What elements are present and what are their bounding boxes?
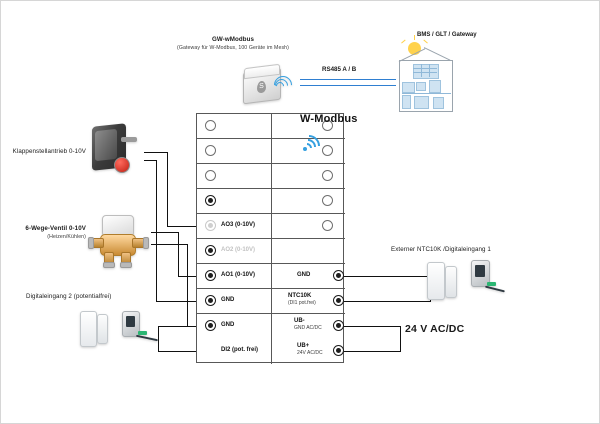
actuator-shaft — [121, 137, 137, 142]
terminal-pin-right-4[interactable] — [322, 195, 333, 206]
ntc-probe-tip — [487, 282, 496, 286]
gateway-title: GW-wModbus — [211, 36, 255, 43]
terminal-label-ub-minus — [294, 318, 322, 332]
ub-minus-sub: GND AC/DC — [294, 325, 322, 331]
terminal-pin-left-3[interactable] — [205, 170, 216, 181]
six-way-valve-label — [6, 225, 86, 241]
terminal-pin-di2[interactable] — [205, 320, 216, 331]
terminal-row — [197, 239, 345, 264]
terminal-pin-ub-plus[interactable] — [333, 345, 344, 356]
terminal-pin-ao3[interactable] — [205, 195, 216, 206]
wmodbus-wifi-icon — [300, 133, 324, 151]
terminal-label-ao3: AO3 (0-10V) — [221, 222, 256, 228]
terminal-pin-gnd-1[interactable] — [205, 270, 216, 281]
terminal-pin-right-5[interactable] — [322, 220, 333, 231]
digital-input-2-label: Digitaleingang 2 (potentialfrei) — [26, 293, 112, 300]
terminal-pin-gnd-2[interactable] — [205, 295, 216, 306]
terminal-pin-ub-minus[interactable] — [333, 320, 344, 331]
terminal-pin-ao2[interactable] — [205, 220, 216, 231]
ub-plus-sub: 24V AC/DC — [297, 350, 323, 356]
terminal-label-ub-plus — [297, 343, 323, 357]
damper-actuator-device — [88, 125, 144, 177]
building-illustration — [393, 46, 459, 114]
window-contact-body — [80, 311, 97, 347]
gateway-title-block — [160, 36, 306, 52]
sensor-probe-cable — [136, 335, 158, 341]
gateway-logo-icon: S — [257, 80, 266, 93]
six-way-valve-title: 6-Wege-Ventil 0-10V — [25, 225, 86, 232]
wmodbus-label: W-Modbus — [300, 113, 358, 125]
terminal-row — [197, 314, 345, 339]
actuator-faceplate — [95, 129, 117, 161]
damper-actuator-label: Klappenstellantrieb 0-10V — [12, 148, 86, 155]
ub-minus-name: UB- — [294, 318, 305, 324]
terminal-pin-left-1[interactable] — [205, 120, 216, 131]
window-contact-magnet — [97, 314, 108, 344]
ntc10k-sub: (DI1 pot.frei) — [288, 300, 316, 306]
terminal-label-gnd-1: GND — [221, 297, 235, 303]
terminal-row — [197, 289, 345, 314]
rs485-label: RS485 A / B — [322, 66, 357, 73]
actuator-knob — [114, 157, 130, 173]
gateway-subtitle: (Gateway für W-Modbus, 100 Geräte im Mesh) — [177, 45, 289, 51]
ntc-contact-magnet — [445, 266, 457, 298]
terminal-label-di2: DI2 (pot. frei) — [221, 347, 258, 353]
digital-input-2-device — [78, 305, 164, 349]
ntc-probe-display — [475, 265, 485, 277]
terminal-label-gnd-right: GND — [297, 272, 311, 278]
terminal-pin-ao1[interactable] — [205, 245, 216, 256]
six-way-valve-device — [88, 215, 152, 271]
ntc-probe-cable — [485, 286, 505, 292]
terminal-label-ntc10k — [288, 293, 316, 307]
terminal-label-ao1: AO1 (0-10V) — [221, 272, 256, 278]
ntc10k-name: NTC10K — [288, 293, 312, 299]
sensor-probe-tip — [138, 331, 147, 335]
terminal-pin-ntc10k[interactable] — [333, 295, 344, 306]
external-ntc-device — [425, 258, 503, 308]
supply-voltage-label: 24 V AC/DC — [405, 323, 465, 335]
ntc-contact-body — [427, 262, 445, 300]
terminal-label-gnd-2: GND — [221, 322, 235, 328]
terminal-pin-left-2[interactable] — [205, 145, 216, 156]
terminal-row — [197, 264, 345, 289]
sensor-probe-display — [126, 316, 135, 327]
six-way-valve-subtitle: (Heizen/Kühlen) — [47, 234, 86, 240]
terminal-pin-right-3[interactable] — [322, 170, 333, 181]
gateway-device — [243, 64, 287, 104]
terminal-pin-gnd-right[interactable] — [333, 270, 344, 281]
external-ntc-label: Externer NTC10K /Digitaleingang 1 — [391, 246, 491, 253]
bms-label: BMS / GLT / Gateway — [417, 32, 477, 38]
ub-plus-name: UB+ — [297, 343, 310, 349]
terminal-label-ao2: AO2 (0-10V) — [221, 247, 256, 253]
